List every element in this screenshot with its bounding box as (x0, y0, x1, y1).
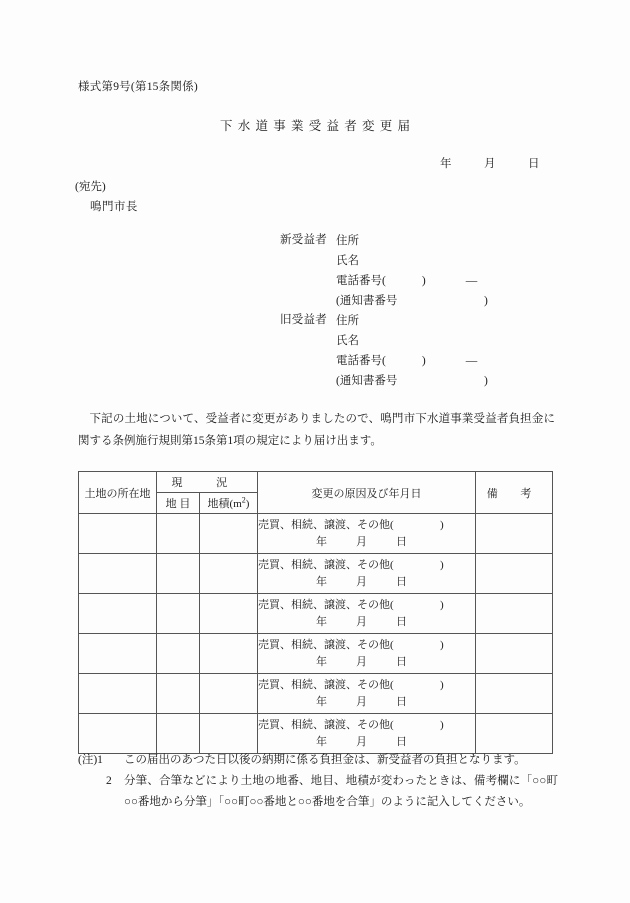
new-telephone-label: 電話番号( (336, 275, 386, 287)
header-condition-label: 現 況 (171, 477, 243, 489)
new-notice-close-paren: ) (484, 295, 488, 307)
cell-category[interactable] (157, 514, 200, 554)
table-row (79, 594, 553, 634)
old-beneficiary-fields (336, 311, 498, 391)
reason-close-paren: ) (440, 718, 444, 731)
reason-options (258, 717, 475, 734)
note-1-text: この届出のあつた日以後の納期に係る負担金は、新受益者の負担となります。 (124, 754, 526, 766)
reason-year-label: 年 (316, 695, 328, 708)
date-day-label: 日 (528, 158, 540, 170)
reason-year-label: 年 (316, 535, 328, 548)
document-title: 下水道事業受益者変更届 (219, 119, 416, 133)
old-telephone-field[interactable] (336, 351, 498, 371)
new-telephone-field[interactable] (336, 271, 498, 291)
cell-remarks[interactable] (476, 674, 553, 714)
old-notice-number-label: (通知書番号 (336, 375, 398, 387)
cell-reason[interactable] (258, 554, 476, 594)
header-area-close-paren: ) (245, 498, 250, 510)
new-notice-number-field[interactable] (336, 291, 498, 311)
reason-year-label: 年 (316, 575, 328, 588)
cell-area[interactable] (200, 714, 258, 754)
reason-year-label: 年 (316, 735, 328, 748)
cell-remarks[interactable] (476, 514, 553, 554)
cell-location[interactable] (79, 634, 157, 674)
reason-close-paren: ) (440, 558, 444, 571)
cell-area[interactable] (200, 674, 258, 714)
cell-remarks[interactable] (476, 594, 553, 634)
cell-reason[interactable] (258, 714, 476, 754)
reason-options (258, 557, 475, 574)
cell-location[interactable] (79, 594, 157, 634)
table-row (79, 554, 553, 594)
reason-options-label: 売買、相続、譲渡、その他( (258, 718, 394, 731)
new-address-field[interactable]: 住所 (336, 235, 359, 247)
cell-remarks[interactable] (476, 554, 553, 594)
date-line (440, 155, 540, 171)
reason-month-label: 月 (356, 695, 368, 708)
table-body (79, 514, 553, 754)
notes-section (78, 750, 558, 813)
cell-category[interactable] (157, 674, 200, 714)
cell-category[interactable] (157, 634, 200, 674)
reason-month-label: 月 (356, 735, 368, 748)
cell-reason[interactable] (258, 594, 476, 634)
table-row (79, 714, 553, 754)
addressee-label: (宛先) (75, 181, 106, 193)
reason-options-label: 売買、相続、譲渡、その他( (258, 558, 394, 571)
cell-reason[interactable] (258, 634, 476, 674)
reason-date-line (258, 694, 475, 711)
header-remarks (476, 472, 553, 514)
reason-year-label: 年 (316, 655, 328, 668)
new-telephone-dash: — (465, 275, 478, 287)
reason-options-label: 売買、相続、譲渡、その他( (258, 518, 394, 531)
reason-options-label: 売買、相続、譲渡、その他( (258, 678, 394, 691)
reason-options-label: 売買、相続、譲渡、その他( (258, 598, 394, 611)
old-telephone-label: 電話番号( (336, 355, 386, 367)
reason-day-label: 日 (396, 655, 408, 668)
cell-category[interactable] (157, 554, 200, 594)
cell-remarks[interactable] (476, 634, 553, 674)
old-notice-number-field[interactable] (336, 371, 498, 391)
cell-area[interactable] (200, 594, 258, 634)
cell-remarks[interactable] (476, 714, 553, 754)
reason-close-paren: ) (440, 678, 444, 691)
new-beneficiary-fields (336, 231, 498, 311)
header-area-unit-superscript: 2 (241, 495, 246, 505)
reason-month-label: 月 (356, 615, 368, 628)
header-condition (157, 472, 258, 493)
note-item-1 (78, 750, 558, 771)
reason-date-line (258, 654, 475, 671)
reason-options-label: 売買、相続、譲渡、その他( (258, 638, 394, 651)
cell-location[interactable] (79, 674, 157, 714)
old-address-field[interactable]: 住所 (336, 315, 359, 327)
reason-day-label: 日 (396, 535, 408, 548)
reason-date-line (258, 574, 475, 591)
date-year-label: 年 (440, 158, 452, 170)
reason-close-paren: ) (440, 518, 444, 531)
cell-area[interactable] (200, 634, 258, 674)
reason-month-label: 月 (356, 655, 368, 668)
reason-close-paren: ) (440, 638, 444, 651)
date-month-label: 月 (484, 158, 496, 170)
body-paragraph: 下記の土地について、受益者に変更がありましたので、鳴門市下水道事業受益者負担金に関する条例施行規則第15条第1項の規定により届け出ます。 (78, 413, 555, 447)
addressee-name: 鳴門市長 (90, 201, 138, 213)
note-2-text: 分筆、合筆などにより土地の地番、地目、地積が変わったときは、備考欄に「○○町○○番地から分筆」「○○町○○番地と○○番地を合筆」のように記入してください。 (124, 775, 558, 808)
table-header (79, 472, 553, 514)
header-location: 土地の所在地 (79, 472, 157, 514)
reason-close-paren: ) (440, 598, 444, 611)
reason-date-line (258, 734, 475, 751)
new-name-field[interactable]: 氏名 (336, 255, 359, 267)
cell-location[interactable] (79, 554, 157, 594)
reason-day-label: 日 (396, 695, 408, 708)
land-change-table (78, 471, 553, 754)
old-telephone-close-paren: ) (421, 355, 426, 367)
reason-options (258, 597, 475, 614)
note-1-marker: (注)1 (78, 754, 103, 766)
header-category: 地 目 (157, 493, 200, 514)
old-notice-close-paren: ) (484, 375, 488, 387)
cell-reason[interactable] (258, 514, 476, 554)
reason-day-label: 日 (396, 615, 408, 628)
reason-options (258, 637, 475, 654)
note-item-2 (78, 771, 558, 813)
new-beneficiary-title: 新受益者 (280, 234, 327, 246)
cell-location[interactable] (79, 714, 157, 754)
note-2-marker: 2 (106, 775, 112, 787)
cell-location[interactable] (79, 514, 157, 554)
reason-month-label: 月 (356, 535, 368, 548)
old-name-field[interactable]: 氏名 (336, 335, 359, 347)
header-area-label: 地積(m (207, 498, 242, 510)
reason-day-label: 日 (396, 735, 408, 748)
reason-options (258, 517, 475, 534)
table-row (79, 634, 553, 674)
cell-category[interactable] (157, 714, 200, 754)
form-code: 様式第9号(第15条関係) (78, 81, 198, 93)
new-notice-number-label: (通知書番号 (336, 295, 398, 307)
cell-area[interactable] (200, 554, 258, 594)
table-row (79, 674, 553, 714)
reason-day-label: 日 (396, 575, 408, 588)
header-reason: 変更の原因及び年月日 (258, 472, 476, 514)
new-telephone-close-paren: ) (421, 275, 426, 287)
reason-month-label: 月 (356, 575, 368, 588)
old-telephone-dash: — (465, 355, 478, 367)
header-remarks-label: 備 考 (486, 487, 542, 500)
old-beneficiary-title: 旧受益者 (280, 314, 327, 326)
cell-reason[interactable] (258, 674, 476, 714)
reason-options (258, 677, 475, 694)
reason-date-line (258, 614, 475, 631)
cell-category[interactable] (157, 594, 200, 634)
cell-area[interactable] (200, 514, 258, 554)
table-row (79, 514, 553, 554)
reason-year-label: 年 (316, 615, 328, 628)
header-area (200, 493, 258, 514)
reason-date-line (258, 534, 475, 551)
